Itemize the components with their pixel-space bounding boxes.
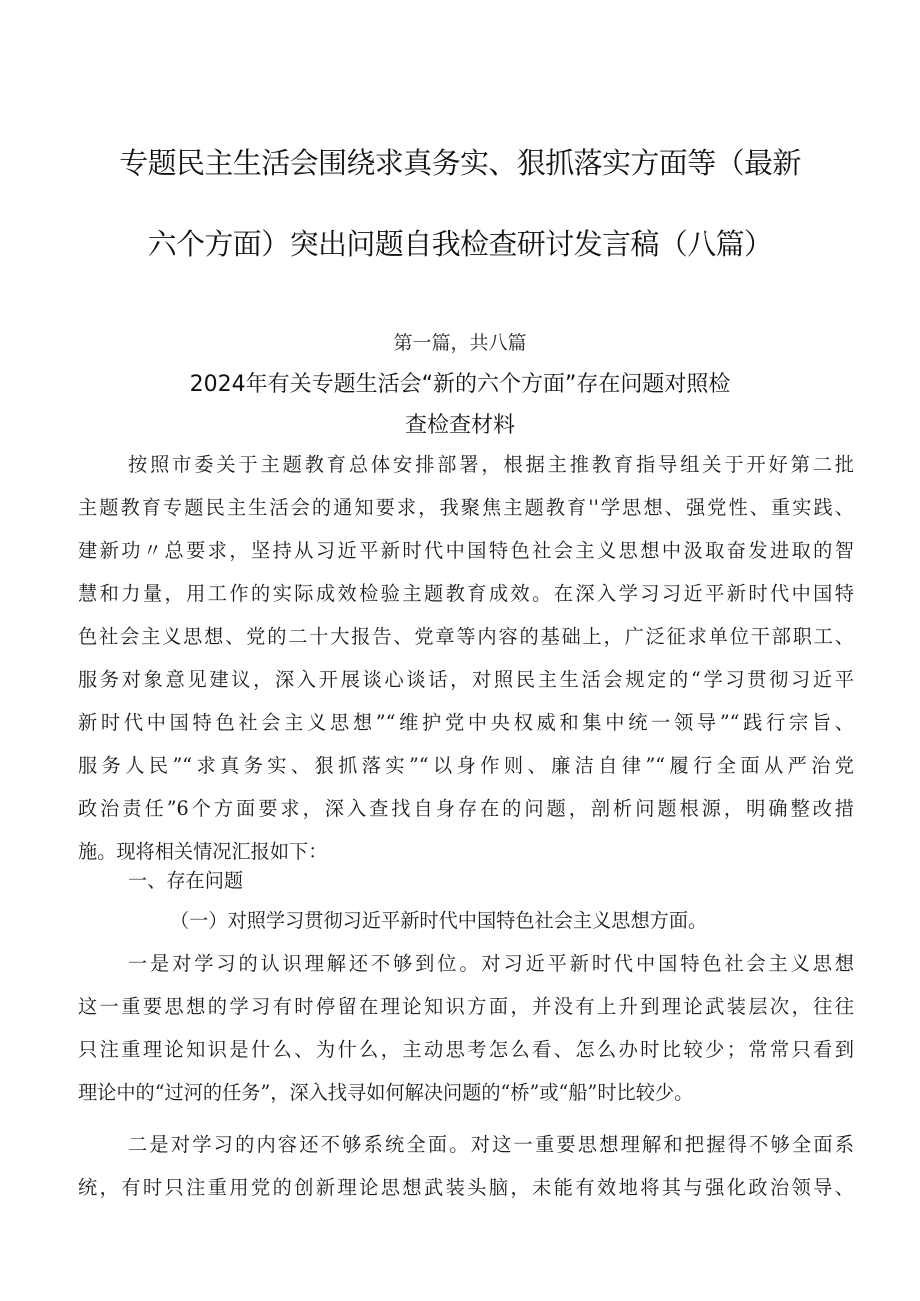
body-line: 理论中的“过河的任务”，深入找寻如何解决问题的“桥”或“船”时比较少。 [78, 1081, 694, 1104]
body-line: 慧和力量，用工作的实际成效检验主题教育成效。在深入学习习近平新时代中国特 [78, 582, 854, 605]
body-line: 色社会主义思想、党的二十大报告、党章等内容的基础上，广泛征求单位干部职工、 [78, 625, 854, 648]
body-line: 只注重理论知识是什么、为什么，主动思考怎么看、怎么办时比较少；常常只看到 [78, 1038, 854, 1061]
body-line: 按照市委关于主题教育总体安排部署，根据主推教育指导组关于开好第二批 [128, 453, 854, 476]
body-line: 这一重要思想的学习有时停留在理论知识方面，并没有上升到理论武装层次，往往 [78, 995, 854, 1018]
body-line: 政治责任”6个方面要求，深入查找自身存在的问题，剖析问题根源，明确整改措 [78, 797, 854, 820]
section-heading: 一、存在问题 [128, 869, 244, 892]
main-title-line-2: 六个方面）突出问题自我检查研讨发言稿（八篇） [147, 227, 773, 261]
body-line: 二是对学习的内容还不够系统全面。对这一重要思想理解和把握得不够全面系 [128, 1133, 854, 1156]
main-title-line-1: 专题民主生活会围绕求真务实、狠抓落实方面等（最新 [119, 146, 801, 180]
body-line: 统，有时只注重用党的创新理论思想武装头脑，未能有效地将其与强化政治领导、 [78, 1176, 854, 1199]
body-line: 主题教育专题民主生活会的通知要求，我聚焦主题教育''学思想、强党性、重实践、 [78, 496, 854, 519]
body-line: 服务人民”“求真务实、狠抓落实”“以身作则、廉洁自律”“履行全面从严治党 [78, 754, 854, 777]
sub-title-line-2: 查检查材料 [404, 413, 515, 438]
sub-title-line-1: 2024年有关专题生活会“新的六个方面”存在问题对照检 [189, 372, 731, 397]
body-line: 施。现将相关情况汇报如下： [78, 840, 328, 863]
section-label: 第一篇，共八篇 [393, 332, 527, 354]
body-line: 新时代中国特色社会主义思想”“维护党中央权威和集中统一领导”“践行宗旨、 [78, 711, 854, 734]
subsection-heading: （一）对照学习贯彻习近平新时代中国特色社会主义思想方面。 [170, 909, 708, 932]
body-line: 一是对学习的认识理解还不够到位。对习近平新时代中国特色社会主义思想 [128, 952, 854, 975]
body-line: 服务对象意见建议，深入开展谈心谈话，对照民主生活会规定的“学习贯彻习近平 [78, 668, 854, 691]
body-line: 建新功〃总要求，坚持从习近平新时代中国特色社会主义思想中汲取奋发进取的智 [78, 539, 854, 562]
